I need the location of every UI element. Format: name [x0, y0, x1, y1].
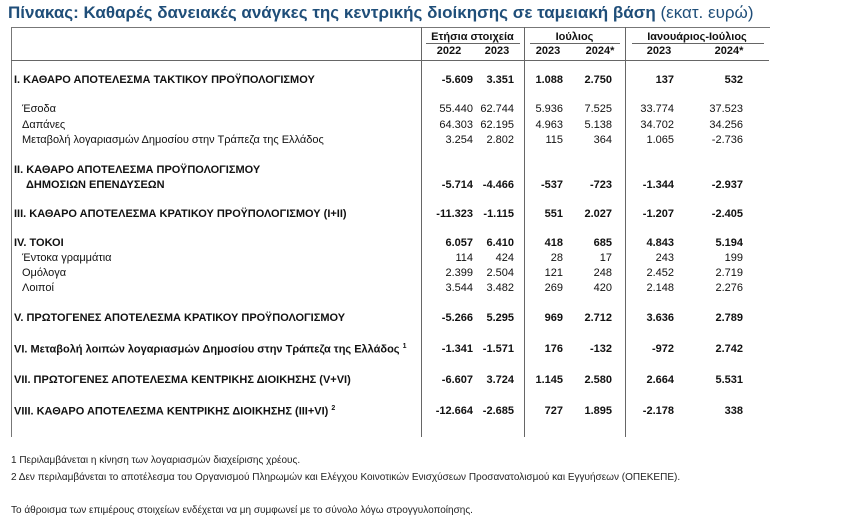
row-label: Ομόλογα	[22, 267, 67, 279]
cell-value: -723	[589, 179, 612, 191]
cell-value: 2.504	[486, 267, 514, 279]
table-row	[0, 134, 849, 148]
cell-value: 2.148	[646, 282, 674, 294]
cell-value: -11.323	[436, 208, 473, 220]
cell-value: -5.609	[441, 74, 473, 86]
cell-value: 114	[455, 252, 473, 264]
title-unit: (εκατ. ευρώ)	[660, 3, 754, 22]
cell-value: -1.344	[642, 179, 674, 191]
cell-value: -2.736	[711, 134, 743, 146]
year-header: 2023	[535, 45, 561, 57]
cell-value: 243	[655, 252, 674, 264]
cell-value: 2.452	[646, 267, 674, 279]
header-underline	[426, 43, 520, 44]
cell-value: -972	[651, 343, 674, 355]
footnote-1: 1 Περιλαμβάνεται η κίνηση των λογαριασμών διαχείρισης χρέους.	[11, 455, 301, 466]
year-header: 2024*	[585, 45, 615, 57]
cell-value: 6.057	[445, 237, 473, 249]
cell-value: 2.719	[715, 267, 743, 279]
table-row	[0, 252, 849, 266]
cell-value: 1.895	[584, 405, 612, 417]
cell-value: 137	[655, 74, 674, 86]
cell-value: -537	[540, 179, 563, 191]
cell-value: 551	[544, 208, 563, 220]
cell-value: 2.789	[715, 312, 743, 324]
cell-value: 1.088	[535, 74, 563, 86]
cell-value: 3.482	[486, 282, 514, 294]
cell-value: 2.712	[584, 312, 612, 324]
table-row	[0, 312, 849, 326]
cell-value: 1.065	[646, 134, 674, 146]
row-label: VII. ΠΡΩΤΟΓΕΝΕΣ ΑΠΟΤΕΛΕΣΜΑ ΚΕΝΤΡΙΚΗΣ ΔΙΟΙΚΗΣΗΣ (V+VI)	[14, 374, 351, 386]
cell-value: 3.351	[486, 74, 514, 86]
cell-value: 2.276	[715, 282, 743, 294]
cell-value: -1.115	[483, 208, 514, 220]
cell-value: 115	[545, 134, 563, 146]
header-underline	[530, 43, 620, 44]
year-header: 2023	[484, 45, 510, 57]
cell-value: 3.724	[486, 374, 514, 386]
cell-value: -1.341	[441, 343, 473, 355]
cell-value: 28	[550, 252, 563, 264]
table-row	[0, 267, 849, 281]
cell-value: 424	[495, 252, 514, 264]
cell-value: -6.607	[441, 374, 473, 386]
cell-value: 248	[593, 267, 612, 279]
table-row	[0, 237, 849, 251]
year-header: 2023	[646, 45, 672, 57]
cell-value: -4.466	[482, 179, 514, 191]
cell-value: 3.636	[646, 312, 674, 324]
row-label: Λοιποί	[22, 282, 54, 294]
year-header: 2024*	[714, 45, 744, 57]
table-row	[0, 179, 849, 193]
table-row	[0, 374, 849, 388]
cell-value: 62.744	[480, 103, 514, 115]
cell-value: 2.802	[486, 134, 514, 146]
table-row	[0, 405, 849, 419]
cell-value: 2.750	[584, 74, 612, 86]
footnote-marker: 2	[331, 405, 336, 412]
table-row	[0, 343, 849, 357]
row-label: ΔΗΜΟΣΙΩΝ ΕΠΕΝΔΥΣΕΩΝ	[26, 179, 165, 191]
cell-value: 34.256	[709, 119, 743, 131]
header-underline	[632, 43, 764, 44]
cell-value: 2.399	[445, 267, 473, 279]
cell-value: 34.702	[640, 119, 674, 131]
row-label: Έντοκα γραμμάτια	[22, 252, 112, 264]
table-row	[0, 74, 849, 88]
cell-value: 364	[593, 134, 612, 146]
row-label: VI. Μεταβολή λοιπών λογαριασμών Δημοσίου στην Τράπεζα της Ελλάδος $^1$	[14, 343, 407, 356]
cell-value: 969	[544, 312, 563, 324]
row-label: I. ΚΑΘΑΡΟ ΑΠΟΤΕΛΕΣΜΑ ΤΑΚΤΙΚΟΥ ΠΡΟΫΠΟΛΟΓΙΣΜΟΥ	[14, 74, 315, 86]
cell-value: 62.195	[480, 119, 514, 131]
cell-value: 4.963	[535, 119, 563, 131]
row-label: Μεταβολή λογαριασμών Δημοσίου στην Τράπεζα της Ελλάδος	[22, 134, 324, 146]
table-row	[0, 282, 849, 296]
cell-value: 199	[724, 252, 743, 264]
header-july: Ιούλιος	[555, 31, 594, 43]
cell-value: 1.145	[535, 374, 563, 386]
cell-value: 176	[544, 343, 563, 355]
header-annual: Ετήσια στοιχεία	[431, 31, 514, 43]
footnote-rounding: Το άθροισμα των επιμέρους στοιχείων ενδέχεται να μη συμφωνεί με το σύνολο λόγω στρογγυλοποίησης.	[11, 505, 473, 516]
cell-value: -2.405	[711, 208, 743, 220]
cell-value: 121	[544, 267, 563, 279]
cell-value: -1.207	[642, 208, 674, 220]
cell-value: 338	[724, 405, 743, 417]
cell-value: 2.664	[646, 374, 674, 386]
cell-value: 55.440	[439, 103, 473, 115]
cell-value: 37.523	[709, 103, 743, 115]
cell-value: 727	[544, 405, 563, 417]
cell-value: 420	[593, 282, 612, 294]
row-label: Δαπάνες	[22, 119, 66, 131]
row-label: IV. ΤΟΚΟΙ	[14, 237, 64, 249]
cell-value: 5.936	[535, 103, 563, 115]
table-row	[0, 164, 849, 178]
table-title	[8, 3, 754, 23]
cell-value: -1.571	[482, 343, 514, 355]
row-label: II. ΚΑΘΑΡΟ ΑΠΟΤΕΛΕΣΜΑ ΠΡΟΫΠΟΛΟΓΙΣΜΟΥ	[14, 164, 261, 176]
cell-value: 5.295	[486, 312, 514, 324]
table-row	[0, 208, 849, 222]
cell-value: 2.580	[584, 374, 612, 386]
cell-value: 6.410	[486, 237, 514, 249]
cell-value: -5.266	[441, 312, 473, 324]
cell-value: 5.531	[715, 374, 743, 386]
year-header: 2022	[436, 45, 462, 57]
cell-value: 532	[724, 74, 743, 86]
cell-value: 2.027	[584, 208, 612, 220]
cell-value: 685	[593, 237, 612, 249]
cell-value: 17	[599, 252, 612, 264]
cell-value: 4.843	[646, 237, 674, 249]
footnote-2: 2 Δεν περιλαμβάνεται το αποτέλεσμα του Οργανισμού Πληρωμών και Ελέγχου Κοινοτικών Ενισχύσεων Προσανατολισμού και Εγγυήσεων (ΟΠΕΚΕΠΕ).	[11, 472, 681, 483]
cell-value: 418	[544, 237, 563, 249]
cell-value: 7.525	[584, 103, 612, 115]
title-main: Πίνακας: Καθαρές δανειακές ανάγκες της κεντρικής διοίκησης σε ταμειακή βάση	[8, 3, 656, 22]
cell-value: -5.714	[441, 179, 473, 191]
table-row	[0, 119, 849, 133]
header-jan-jul: Ιανουάριος-Ιούλιος	[647, 31, 747, 43]
table-row	[0, 103, 849, 117]
cell-value: -2.178	[642, 405, 674, 417]
cell-value: 3.544	[445, 282, 473, 294]
header-bottom-rule	[11, 60, 769, 61]
cell-value: 5.194	[715, 237, 743, 249]
cell-value: 5.138	[584, 119, 612, 131]
cell-value: -2.685	[482, 405, 514, 417]
cell-value: 269	[544, 282, 563, 294]
row-label: III. ΚΑΘΑΡΟ ΑΠΟΤΕΛΕΣΜΑ ΚΡΑΤΙΚΟΥ ΠΡΟΫΠΟΛΟΓΙΣΜΟΥ (I+II)	[14, 208, 347, 220]
cell-value: 33.774	[640, 103, 674, 115]
row-label: V. ΠΡΩΤΟΓΕΝΕΣ ΑΠΟΤΕΛΕΣΜΑ ΚΡΑΤΙΚΟΥ ΠΡΟΫΠΟΛΟΓΙΣΜΟΥ	[14, 312, 346, 324]
footnote-marker: 1	[402, 343, 407, 350]
cell-value: 2.742	[715, 343, 743, 355]
cell-value: -12.664	[435, 405, 473, 417]
cell-value: 3.254	[445, 134, 473, 146]
cell-value: -2.937	[711, 179, 743, 191]
row-label: VIII. ΚΑΘΑΡΟ ΑΠΟΤΕΛΕΣΜΑ ΚΕΝΤΡΙΚΗΣ ΔΙΟΙΚΗΣΗΣ (III+VI) $^2$	[14, 405, 336, 418]
cell-value: -132	[589, 343, 612, 355]
row-label: Έσοδα	[22, 103, 57, 115]
cell-value: 64.303	[439, 119, 473, 131]
